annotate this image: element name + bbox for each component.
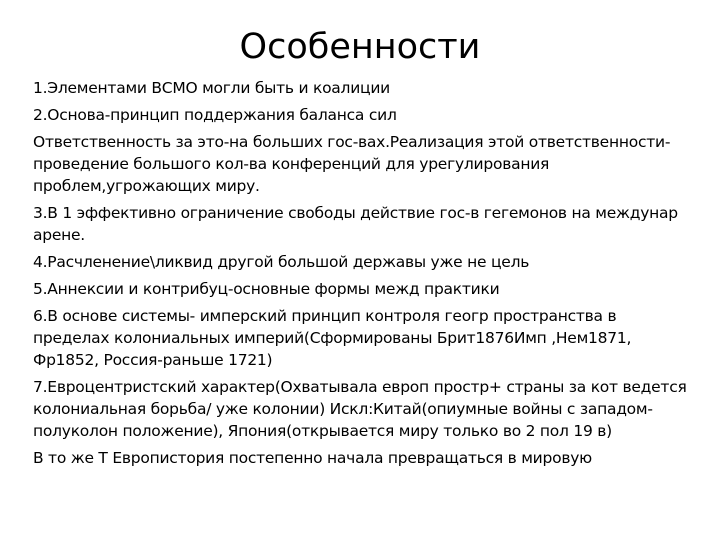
- paragraph-8: 7.Евроцентристский характер(Охватывала европ простр+ страны за кот ведется колониальная борьба/ уже колонии) Искл:Китай(опиумные войны с западом-полуколон положение), Япония(открывается миру только во 2 пол 19 в): [33, 378, 687, 440]
- paragraph-3: Ответственность за это-на больших гос-вах.Реализация этой ответственности-проведение большого кол-ва конференций для урегулирования проблем,угрожающих миру.: [33, 133, 671, 195]
- paragraph-2: 2.Основа-принцип поддержания баланса сил: [33, 106, 397, 124]
- paragraph-5: 4.Расчленение\ликвид другой большой державы уже не цель: [33, 253, 530, 271]
- paragraph-9: В то же Т Европистория постепенно начала превращаться в мировую: [33, 449, 592, 467]
- slide-title: Особенности: [239, 27, 481, 67]
- paragraph-1: 1.Элементами ВСМО могли быть и коалиции: [33, 79, 390, 97]
- paragraph-6: 5.Аннексии и контрибуц-основные формы межд практики: [33, 280, 500, 298]
- slide-body: [33, 77, 693, 474]
- paragraph-4: 3.В 1 эффективно ограничение свободы действие гос-в гегемонов на междунар арене.: [33, 204, 678, 244]
- paragraph-7: 6.В основе системы- имперский принцип контроля геогр пространства в пределах колониальных империй(Сформированы Брит1876Имп ,Нем1871, Фр1852, Россия-раньше 1721): [33, 307, 632, 369]
